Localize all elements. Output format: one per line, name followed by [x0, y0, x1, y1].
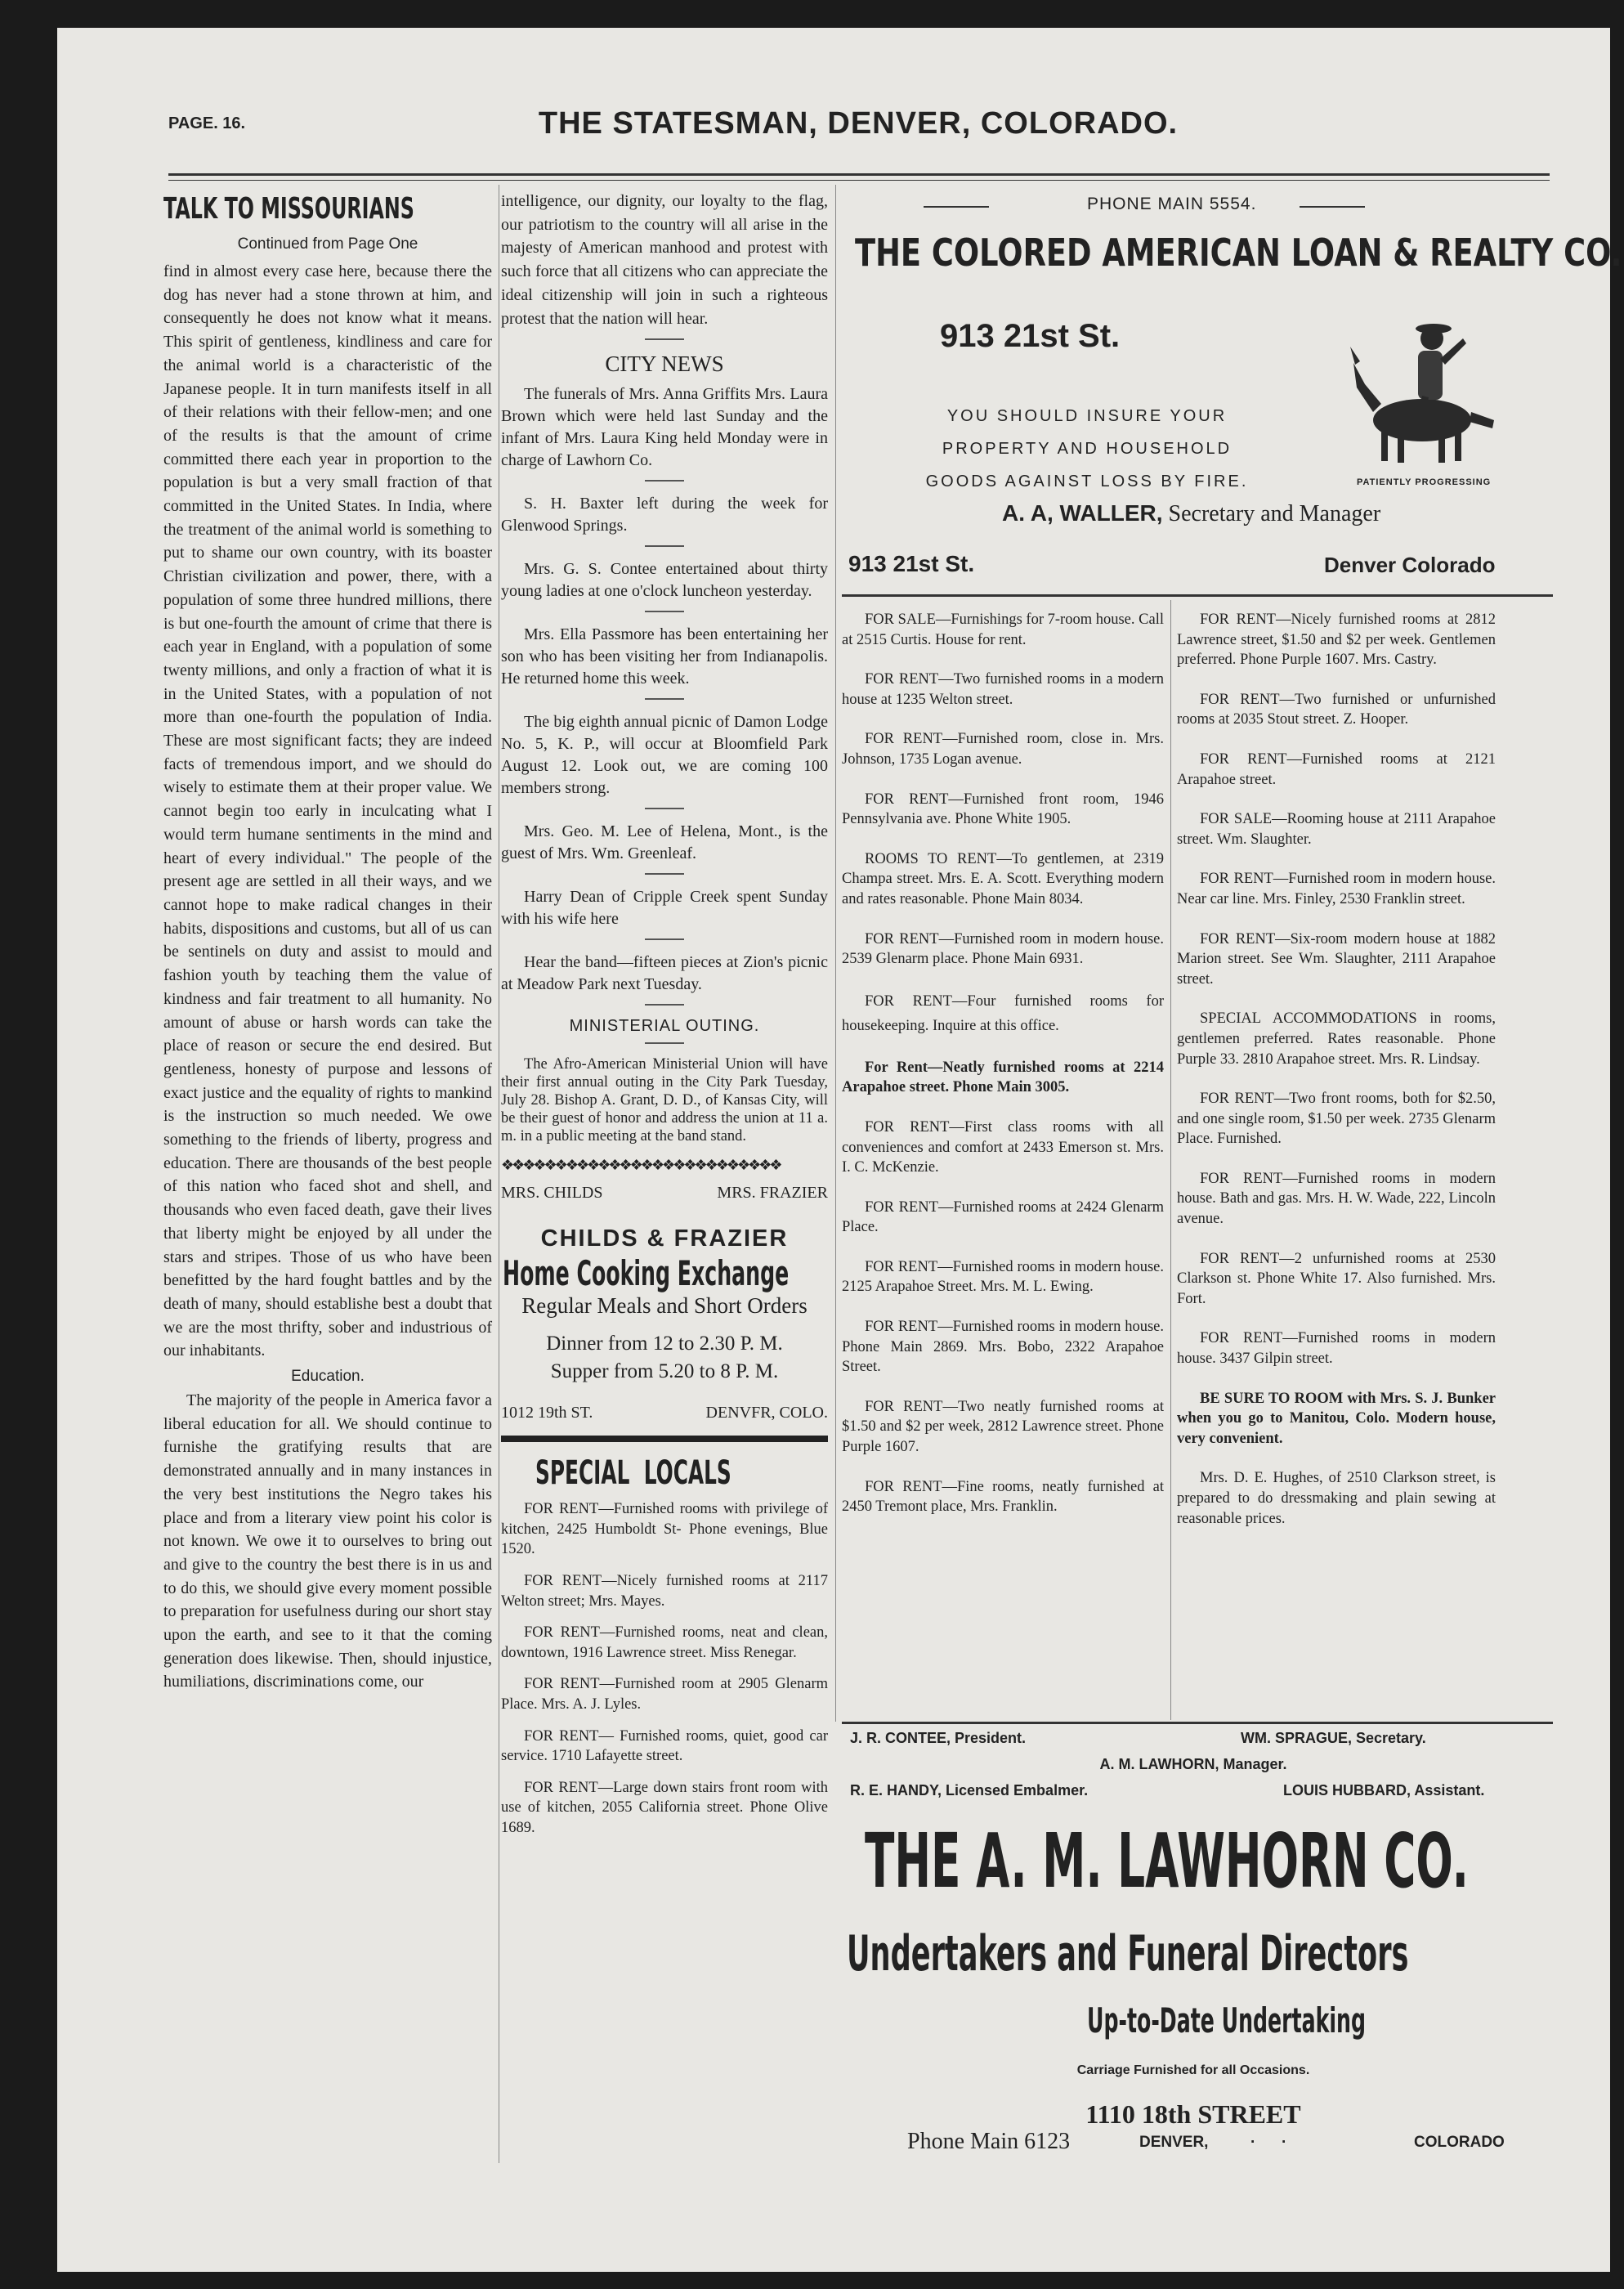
- masthead: THE STATESMAN, DENVER, COLORADO.: [538, 106, 1179, 141]
- loan-foot-address: 913 21st St.: [848, 551, 975, 576]
- page-number: PAGE. 16.: [168, 114, 246, 132]
- header-rule-thin: [168, 180, 1550, 181]
- lawhorn-top-rule: [842, 1722, 1553, 1724]
- classified-ad: FOR RENT—Four furnished rooms for housekeeping. Inquire at this office.: [842, 992, 1164, 1034]
- classified-ad: FOR RENT—Furnished rooms in modern house. Bath and gas. Mrs. H. W. Wade, 222, Lincoln avenue.: [1177, 1170, 1496, 1228]
- classified-ad: FOR RENT—Six-room modern house at 1882 Marion street. See Wm. Slaughter, 2111 Arapahoe street.: [1177, 930, 1496, 988]
- classified-ad: FOR RENT—Furnished front room, 1946 Pennsylvania ave. Phone White 1905.: [842, 791, 1164, 828]
- classified-ad: FOR RENT—Fine rooms, neatly furnished at 2450 Tremont place, Mrs. Franklin.: [842, 1478, 1164, 1516]
- classified-ad: BE SURE TO ROOM with Mrs. S. J. Bunker when you go to Manitou, Colo. Modern house, very convenient.: [1177, 1390, 1496, 1447]
- classified-ad: FOR RENT—Two neatly furnished rooms at $1.50 and $2 per week, 2812 Lawrence street. Phone Purple 1607.: [842, 1398, 1164, 1456]
- lawhorn-secretary: WM. SPRAGUE, Secretary.: [1241, 1730, 1426, 1746]
- article-paragraph: The majority of the people in America favor a liberal education for all. We should continue to furnishe the gratifying results that are demonstrated annually and in many instances in the very best institutions the Negro takes his place and from a literary view point his color is not known. We owe it to ourselves to bring out and give to the country the best there is in us and to do this, we should give every moment possible to preparation for usefulness during our short stay upon the earth, and see to it that the coming generation does likewise. Then, should injustice, humiliations, discriminations come, our: [163, 1391, 492, 1691]
- city-news-title: CITY NEWS: [605, 352, 724, 377]
- regular-meals: Regular Meals and Short Orders: [521, 1293, 808, 1319]
- classified-ad: FOR RENT—Furnished rooms in modern house. 3437 Gilpin street.: [1177, 1330, 1496, 1368]
- classified-ad: FOR RENT—Two front rooms, both for $2.50, and one single room, $1.50 per week. 2735 Glenarm Place. Furnished.: [1177, 1091, 1496, 1148]
- home-cooking-title: Home Cooking Exchange: [503, 1253, 790, 1294]
- childs-frazier-name: CHILDS & FRAZIER: [540, 1225, 789, 1252]
- news-item: Mrs. Geo. M. Lee of Helena, Mont., is the guest of Mrs. Wm. Greenleaf.: [501, 822, 828, 863]
- lawhorn-manager: A. M. LAWHORN, Manager.: [1099, 1756, 1287, 1772]
- special-local: FOR RENT—Large down stairs front room with use of kitchen, 2055 California street. Phone Olive 1689.: [501, 1779, 828, 1836]
- ministerial-outing-text: The Afro-American Ministerial Union will have their first annual outing in the City Park Tuesday, July 28. Bishop A. Grant, D. D., of Kansas City, will be their guest of honor and address the union at 11 a. m. in a public meeting at the band stand.: [501, 1056, 828, 1145]
- classifieds-right: [1177, 610, 1496, 1548]
- newspaper-page: [57, 28, 1622, 2272]
- continued-line: Continued from Page One: [237, 235, 418, 253]
- heavy-rule: [501, 1436, 828, 1442]
- classified-ad: ROOMS TO RENT—To gentlemen, at 2319 Champa street. Mrs. E. A. Scott. Everything modern and rates reasonable. Phone Main 8034.: [842, 850, 1164, 907]
- patiently-progressing-caption: PATIENTLY PROGRESSING: [1357, 477, 1492, 487]
- classified-ad: FOR RENT—Furnished rooms in modern house. Phone Main 2869. Mrs. Bobo, 2322 Arapahoe Street.: [842, 1319, 1164, 1376]
- insure-line: GOODS AGAINST LOSS BY FIRE.: [925, 473, 1249, 490]
- secretary-name: A. A, WALLER,: [1002, 500, 1163, 526]
- classified-ad: FOR RENT—Two furnished or unfurnished rooms at 2035 Stout street. Z. Hooper.: [1177, 691, 1496, 728]
- lawhorn-street: 1110 18th STREET: [1085, 2099, 1301, 2129]
- article-paragraph: find in almost every case here, because there the dog has never had a stone thrown at him, and consequently he does not know what it means. This spirit of gentleness, kindliness and care for the animal world is a characteristic of the Japanese people. It in turn manifests itself in all of their relations with their fellow-men; and one of the results is that the amount of crime committed there each year in proportion to the population is but a very small fraction of that committed in the United States. In India, where the treatment of the animal world is something to put to shame our own country, with its boaster Christian civilization and power, there, with a population of some three hundred millions, there is but one-fourth the amount of crime that there is each year in England, with a population of some twenty millions, and only a fraction of what it is in the United States, with a population of not more than one-fourth the population of India. These are most significant facts; they are indeed facts of tremendous import, and we should do wisely to estimate them at their proper value. We cannot begin too early in inculcating what I would term humane sentiments in the mind and heart of every individual." The people of the present age are settled in all their ways, and we cannot hope to make radical changes in their habits, dispositions and customs, but all of us can be sentinels on duty and assist to mould and fashion youth by teaching them the value of kindness and fair treatment to all humanity. No amount of abuse or harsh words can take the place of reason or secure the end desired. But gentleness, honesty of purpose and lessons of exact justice and the equality of rights to mankind is the instruction so much needed. We owe something to the friends of liberty, progress and education. There are thousands of the best people of this nation who faced shot and shell, and thousands who even faced death, gave their lives that liberty might be enjoyed by all under the stars and stripes. Those of us who have been benefitted by the hard fought battles and by the death of many, should establishe best a doubt that we are the most thrifty, sober and industrious of our inhabitants.: [163, 262, 492, 1360]
- supper-hours: Supper from 5.20 to 8 P. M.: [550, 1360, 779, 1383]
- lawhorn-embalmer: R. E. HANDY, Licensed Embalmer.: [850, 1782, 1089, 1798]
- secretary-line: [1002, 500, 1380, 527]
- secretary-title: Secretary and Manager: [1168, 501, 1381, 526]
- ornament-divider: ❖❖❖❖❖❖❖❖❖❖❖❖❖❖❖❖❖❖❖❖❖❖❖❖❖❖: [501, 1157, 781, 1174]
- news-item: S. H. Baxter left during the week for Glenwood Springs.: [501, 495, 828, 535]
- insure-line: YOU SHOULD INSURE YOUR: [946, 407, 1228, 425]
- news-item: The big eighth annual picnic of Damon Lodge No. 5, K. P., will occur at Bloomfield Park August 12. Look out, we are coming 100 members strong.: [501, 713, 828, 798]
- loan-address: 913 21st St.: [940, 318, 1121, 354]
- special-local: FOR RENT— Furnished rooms, quiet, good car service. 1710 Lafayette street.: [501, 1727, 828, 1765]
- news-item: Hear the band—fifteen pieces at Zion's picnic at Meadow Park next Tuesday.: [501, 953, 828, 994]
- column-2: [501, 190, 828, 1839]
- dinner-hours: Dinner from 12 to 2.30 P. M.: [546, 1333, 783, 1355]
- news-item: The funerals of Mrs. Anna Griffits Mrs. Laura Brown which were held last Sunday and the infant of Mrs. Laura King held Monday were in charge of Lawhorn Co.: [501, 385, 828, 470]
- lawhorn-ad: J. R. CONTEE, President. WM. SPRAGUE, Secretary. A. M. LAWHORN, Manager. R. E. HANDY, Licensed Embalmer. LOUIS HUBBARD, Assistant. THE A. M. LAWHORN CO. Undertakers and Funeral Directors Up-to-Date Undertaking Carriage Furnished for all Occasions. 1110 18th STREET Phone Main 6123 DENVER, · · COLORADO: [842, 1728, 1561, 2219]
- news-item: Mrs. G. S. Contee entertained about thirty young ladies at one o'clock luncheon yesterday.: [501, 560, 828, 601]
- classified-ad: SPECIAL ACCOMMODATIONS in rooms, gentlemen preferred. Rates reasonable. Phone Purple 33. 2810 Arapahoe street. Mrs. R. Lindsay.: [1177, 1010, 1496, 1068]
- special-locals-title: SPECIAL LOCALS: [535, 1454, 731, 1493]
- article-continuation: intelligence, our dignity, our loyalty to the flag, our patriotism to the country will all arise in the majesty of American manhood and protest with such force that all citizens who can appreciate the ideal citizenship will join in such a righteous protest that the nation will hear.: [501, 192, 828, 328]
- ministerial-outing-title: MINISTERIAL OUTING.: [569, 1017, 760, 1036]
- lawhorn-assistant: LOUIS HUBBARD, Assistant.: [1283, 1782, 1485, 1798]
- headline-missourians: TALK TO MISSOURIANS: [163, 192, 414, 226]
- mrs-childs: MRS. CHILDS: [501, 1184, 603, 1203]
- mrs-frazier: MRS. FRAZIER: [717, 1184, 828, 1203]
- lawhorn-city: DENVER,: [1139, 2134, 1209, 2151]
- lawhorn-state: COLORADO: [1414, 2134, 1505, 2151]
- classified-ad: FOR SALE—Furnishings for 7-room house. Call at 2515 Curtis. House for rent.: [842, 611, 1164, 648]
- special-local: FOR RENT—Furnished room at 2905 Glenarm Place. Mrs. A. J. Lyles.: [501, 1676, 828, 1713]
- header-rule: [168, 173, 1550, 176]
- lawhorn-phone: Phone Main 6123: [907, 2129, 1071, 2154]
- childs-header: [501, 1184, 828, 1203]
- loan-realty-ad: [842, 191, 1622, 600]
- news-item: Mrs. Ella Passmore has been entertaining her son who has been visiting her from Indianapolis. He returned home this week.: [501, 625, 828, 688]
- special-local: FOR RENT—Furnished rooms with privilege of kitchen, 2425 Humboldt St- Phone evenings, Blue 1520.: [501, 1501, 828, 1558]
- classified-ad: FOR RENT—Furnished room, close in. Mrs. Johnson, 1735 Logan avenue.: [842, 731, 1164, 768]
- classified-ad: FOR RENT—First class rooms with all conveniences and comfort at 2433 Emerson st. Mrs. I. C. McKenzie.: [842, 1118, 1164, 1176]
- childs-city: DENVFR, COLO.: [705, 1404, 828, 1422]
- subhead-education: Education.: [291, 1368, 365, 1386]
- column-rule: [1170, 600, 1171, 1720]
- mule-rider-illustration: [1349, 306, 1537, 469]
- column-1: [163, 190, 492, 1699]
- loan-foot-city: Denver Colorado: [1324, 553, 1496, 577]
- classified-ad: Mrs. D. E. Hughes, of 2510 Clarkson street, is prepared to do dressmaking and plain sewing at reasonable prices.: [1177, 1470, 1496, 1527]
- classified-ad: FOR RENT—Furnished room in modern house. Near car line. Mrs. Finley, 2530 Franklin street.: [1177, 871, 1496, 907]
- classified-ad: FOR RENT—Furnished rooms in modern house. 2125 Arapahoe Street. Mrs. M. L. Ewing.: [842, 1258, 1164, 1296]
- column-rule: [835, 185, 836, 1722]
- classified-ad: FOR RENT—Furnished room in modern house. 2539 Glenarm place. Phone Main 6931.: [842, 930, 1164, 968]
- lawhorn-tagline: Undertakers and Funeral Directors: [847, 1925, 1409, 1982]
- insure-text: [907, 400, 1267, 498]
- lawhorn-carriage: Carriage Furnished for all Occasions.: [1076, 2063, 1310, 2077]
- news-item: Harry Dean of Cripple Creek spent Sunday with his wife here: [501, 888, 828, 929]
- classified-ad: FOR RENT—Furnished rooms at 2121 Arapahoe street.: [1177, 750, 1496, 788]
- classified-ad: For Rent—Neatly furnished rooms at 2214 Arapahoe street. Phone Main 3005.: [842, 1059, 1164, 1096]
- loan-phone: PHONE MAIN 5554.: [1087, 195, 1257, 213]
- childs-street: 1012 19th ST.: [501, 1404, 593, 1422]
- ad-bottom-rule: [842, 594, 1553, 597]
- lawhorn-subtitle: Up-to-Date Undertaking: [1087, 2000, 1367, 2040]
- classified-ad: FOR SALE—Rooming house at 2111 Arapahoe street. Wm. Slaughter.: [1177, 811, 1496, 848]
- classifieds-left: [842, 610, 1164, 1537]
- classified-ad: FOR RENT—Nicely furnished rooms at 2812 Lawrence street, $1.50 and $2 per week. Gentlemen preferred. Phone Purple 1607. Mrs. Castry.: [1177, 611, 1496, 669]
- classified-ad: FOR RENT—Two furnished rooms in a modern house at 1235 Welton street.: [842, 671, 1164, 708]
- special-local: FOR RENT—Nicely furnished rooms at 2117 Welton street; Mrs. Mayes.: [501, 1573, 828, 1610]
- childs-address: [501, 1404, 828, 1422]
- classified-ad: FOR RENT—Furnished rooms at 2424 Glenarm Place.: [842, 1198, 1164, 1236]
- classified-ad: FOR RENT—2 unfurnished rooms at 2530 Clarkson st. Phone White 17. Also furnished. Mrs. Fort.: [1177, 1250, 1496, 1307]
- lawhorn-president: J. R. CONTEE, President.: [850, 1730, 1027, 1746]
- lawhorn-company-name: THE A. M. LAWHORN CO.: [865, 1817, 1469, 1905]
- special-local: FOR RENT—Furnished rooms, neat and clean, downtown, 1916 Lawrence street. Miss Renegar.: [501, 1624, 828, 1661]
- loan-company-name: THE COLORED AMERICAN LOAN & REALTY CO.: [855, 231, 1622, 275]
- insure-line: PROPERTY AND HOUSEHOLD: [942, 440, 1233, 458]
